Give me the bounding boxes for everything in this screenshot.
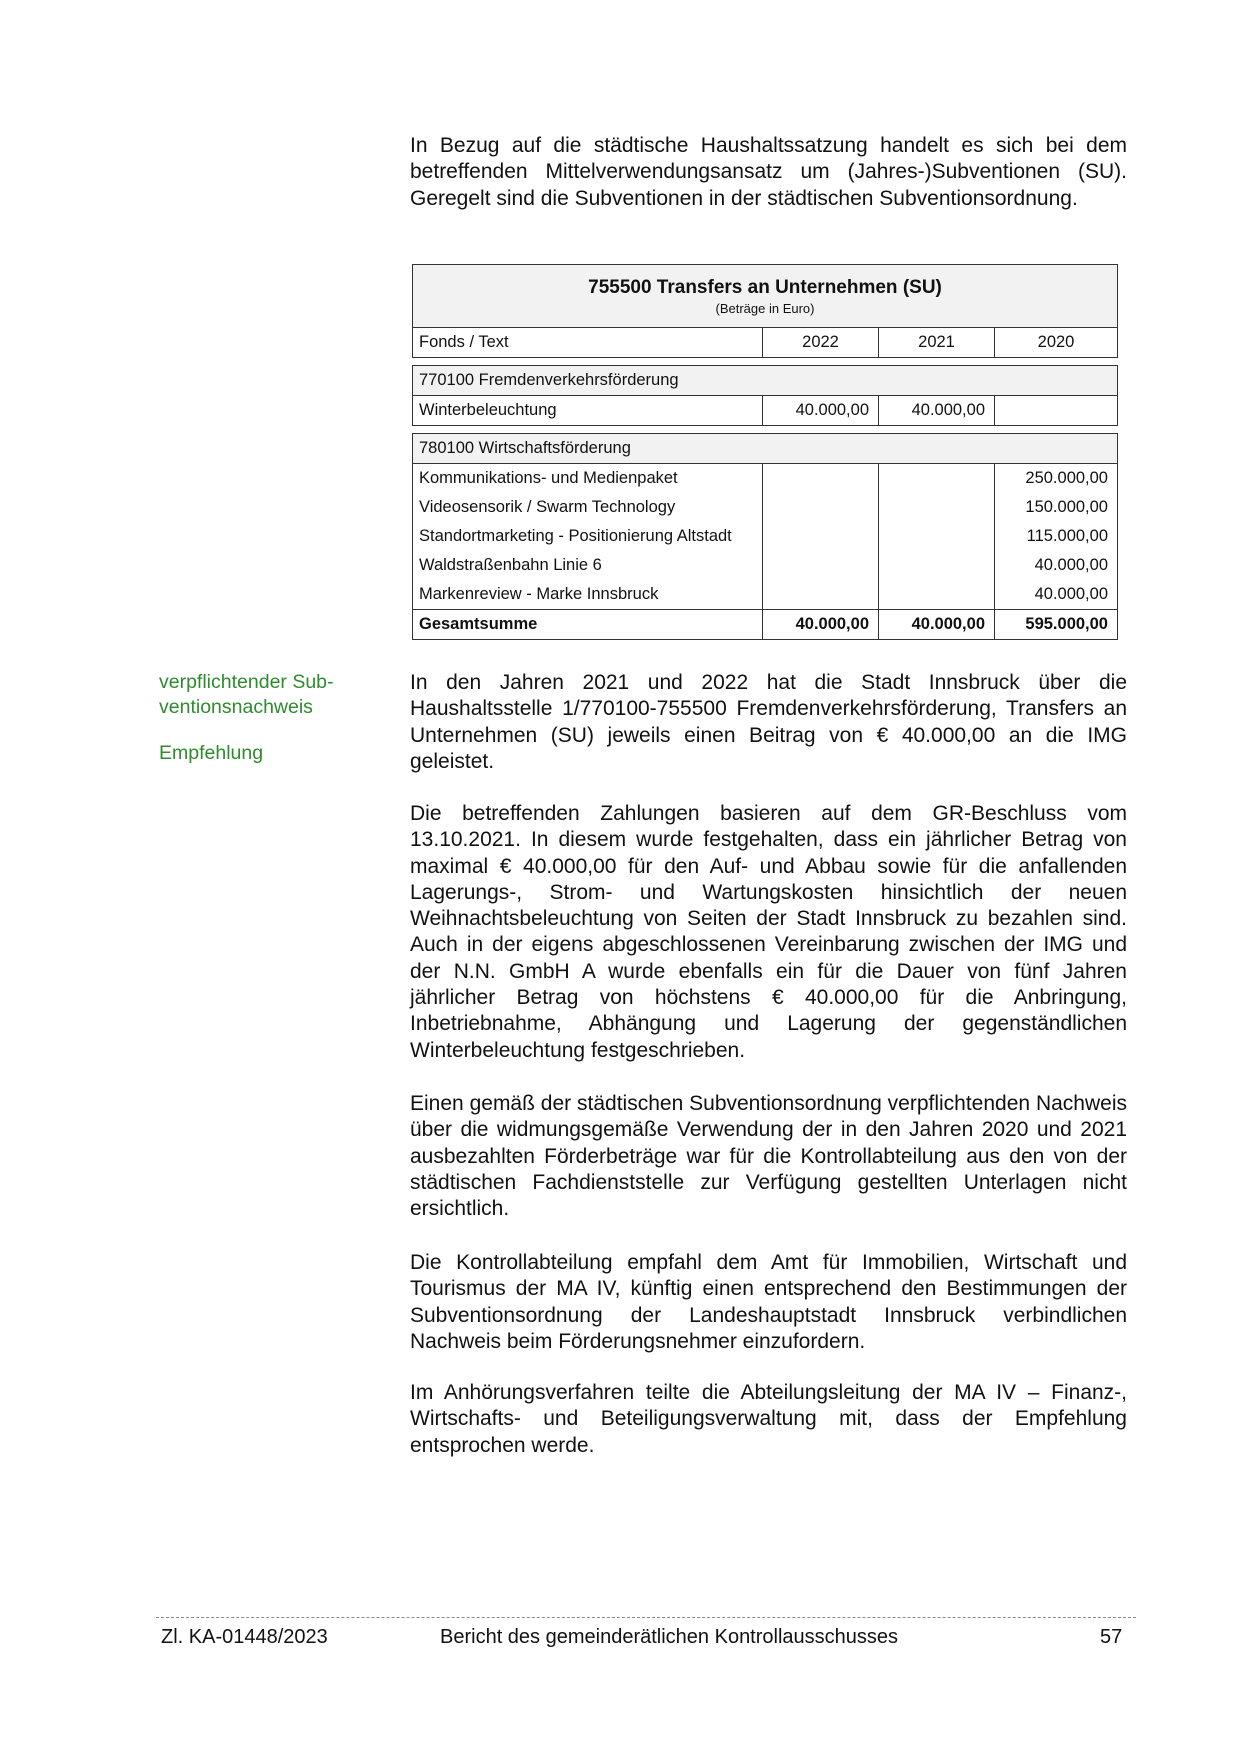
footer-reference: Zl. KA-01448/2023 (161, 1626, 328, 1648)
body-paragraph: Die Kontrollabteilung empfahl dem Amt für Immobilien, Wirtschaft und Tourismus der MA IV, künftig einen entsprechend den Bestimmungen der Subventionsordnung der Landeshauptstadt Innsbruck verbindlichen Nachweis beim Förderungsnehmer einzufordern. (410, 1251, 1127, 1353)
table-title: 755500 Transfers an Unternehmen (SU) (588, 276, 942, 298)
margin-note-empfehlung: Empfehlung (159, 742, 264, 764)
row-value-2020: 115.000,00 (995, 522, 1118, 551)
total-row (413, 610, 1118, 640)
transfers-table (412, 264, 1117, 640)
group-label: 780100 Wirtschaftsförderung (413, 434, 1118, 464)
row-value-2021: 40.000,00 (879, 396, 995, 426)
group-row (413, 434, 1118, 464)
footer-divider (156, 1617, 1136, 1618)
column-header-row (413, 328, 1118, 358)
table-row (413, 580, 1118, 610)
row-text: Winterbeleuchtung (413, 396, 763, 426)
row-value-2022 (763, 522, 879, 551)
table-row (413, 551, 1118, 580)
total-value-2022: 40.000,00 (763, 610, 879, 640)
col-header-fonds: Fonds / Text (413, 328, 763, 358)
row-value-2021 (879, 464, 995, 494)
total-value-2020: 595.000,00 (995, 610, 1118, 640)
row-value-2022 (763, 580, 879, 610)
table-row (413, 396, 1118, 426)
row-value-2021 (879, 551, 995, 580)
group-row (413, 366, 1118, 396)
table-header (413, 265, 1118, 328)
total-label: Gesamtsumme (413, 610, 763, 640)
body-paragraph: Einen gemäß der städtischen Subventionsordnung verpflichtenden Nachweis über die widmungsgemäße Verwendung der in den Jahren 2020 und 2021 ausbezahlten Förderbeträge war für die Kontrollabteilung aus den von der städtischen Fachdienststelle zur Verfügung gestellten Unterlagen nicht ersichtlich. (410, 1092, 1127, 1221)
page-number: 57 (1100, 1626, 1123, 1648)
col-header-2020: 2020 (995, 328, 1118, 358)
row-value-2022: 40.000,00 (763, 396, 879, 426)
intro-paragraph: In Bezug auf die städtische Haushaltssatzung handelt es sich bei dem betreffenden Mittelverwendungsansatz um (Jahres-)Subventionen (SU). Geregelt sind die Subventionen in der städtischen Subventionsordnung. (410, 134, 1127, 210)
row-value-2021 (879, 493, 995, 522)
total-value-2021: 40.000,00 (879, 610, 995, 640)
row-value-2022 (763, 551, 879, 580)
body-paragraph: Im Anhörungsverfahren teilte die Abteilungsleitung der MA IV – Finanz-, Wirtschafts- und Beteiligungsverwaltung mit, dass der Empfehlung entsprochen werde. (410, 1381, 1127, 1457)
row-value-2020: 40.000,00 (995, 580, 1118, 610)
table-subtitle: (Beträge in Euro) (715, 300, 815, 316)
col-header-2022: 2022 (763, 328, 879, 358)
row-text: Standortmarketing - Positionierung Altstadt (413, 522, 763, 551)
row-text: Kommunikations- und Medienpaket (413, 464, 763, 494)
row-value-2022 (763, 493, 879, 522)
row-value-2021 (879, 522, 995, 551)
row-value-2020: 40.000,00 (995, 551, 1118, 580)
row-value-2020: 250.000,00 (995, 464, 1118, 494)
margin-note-nachweis: verpflichtender Subventionsnachweis (159, 671, 334, 718)
row-value-2021 (879, 580, 995, 610)
row-text: Videosensorik / Swarm Technology (413, 493, 763, 522)
table-row (413, 464, 1118, 494)
footer-title: Bericht des gemeinderätlichen Kontrollausschusses (440, 1626, 899, 1648)
row-value-2020 (995, 396, 1118, 426)
body-paragraph: In den Jahren 2021 und 2022 hat die Stadt Innsbruck über die Haushaltsstelle 1/770100-755500 Fremdenverkehrsförderung, Transfers an Unternehmen (SU) jeweils einen Beitrag von € 40.000,00 an die IMG geleistet. (410, 671, 1127, 773)
row-text: Waldstraßenbahn Linie 6 (413, 551, 763, 580)
row-value-2022 (763, 464, 879, 494)
row-text: Markenreview - Marke Innsbruck (413, 580, 763, 610)
group-label: 770100 Fremdenverkehrsförderung (413, 366, 1118, 396)
table-row (413, 522, 1118, 551)
row-value-2020: 150.000,00 (995, 493, 1118, 522)
col-header-2021: 2021 (879, 328, 995, 358)
table-row (413, 493, 1118, 522)
body-paragraph: Die betreffenden Zahlungen basieren auf dem GR-Beschluss vom 13.10.2021. In diesem wurde festgehalten, dass ein jährlicher Betrag von maximal € 40.000,00 für den Auf- und Abbau sowie für die anfallenden Lagerungs-, Strom- und Wartungskosten hinsichtlich der neuen Weihnachtsbeleuchtung von Seiten der Stadt Innsbruck zu bezahlen sind. Auch in der eigens abgeschlossenen Vereinbarung zwischen der IMG und der N.N. GmbH A wurde ebenfalls ein für die Dauer von fünf Jahren jährlicher Betrag von höchstens € 40.000,00 für die Anbringung, Inbetriebnahme, Abhängung und Lagerung der gegenständlichen Winterbeleuchtung festgeschrieben. (410, 802, 1127, 1062)
